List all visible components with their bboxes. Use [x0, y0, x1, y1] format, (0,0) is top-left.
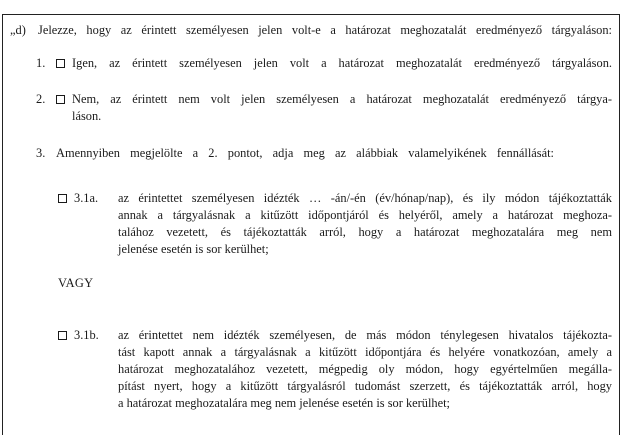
option-2-number: 2. — [36, 92, 46, 106]
option-3-1b-label: 3.1b. — [74, 328, 99, 342]
section-d-prefix: „d) — [10, 23, 26, 37]
option-3-1a-line: talához vezetett, és tájékoztatták arról, hogy a határozat meghozatalára meg nem — [118, 225, 612, 239]
option-3-1a-label: 3.1a. — [74, 191, 99, 205]
option-3-1b-line: tást kapott annak a tárgyalásnak a kitűzött időpontjára és helyére vonatkozóan, amely a — [118, 345, 612, 359]
option-1-number: 1. — [36, 56, 46, 70]
option-1-checkbox[interactable] — [56, 59, 65, 68]
or-separator: VAGY — [58, 276, 94, 290]
option-1-text: Igen, az érintett személyesen jelen volt a határozat meghozatalát eredményező tárgyaláson. — [72, 56, 612, 70]
section-d-question: Jelezze, hogy az érintett személyesen jelen volt-e a határozat meghozatalát eredményező tárgyaláson: — [38, 23, 612, 37]
option-2-checkbox[interactable] — [56, 95, 65, 104]
option-3-1b-line: határozat meghozatalához vezetett, mégpedig oly módon, hogy egyértelműen megálla- — [118, 362, 612, 376]
option-3-text: Amennyiben megjelölte a 2. pontot, adja meg az alábbiak valamelyikének fennállását: — [56, 146, 554, 160]
option-3-1b-checkbox[interactable] — [58, 331, 67, 340]
option-3-1b-line: pítást nyert, hogy a kitűzött tárgyalásról tudomást szerzett, és tájékoztatták arról, hogy — [118, 379, 612, 393]
option-3-1b-line: az érintettet nem idézték személyesen, de más módon ténylegesen hivatalos tájékozta- — [118, 328, 612, 342]
option-3-1a-line: jelenése esetén is sor kerülhet; — [118, 242, 269, 256]
option-3-1a-line: annak a tárgyalásnak a kitűzött időpontjáról és helyéről, amely a határozat meghoza- — [118, 208, 612, 222]
option-3-1a-line: az érintettet személyesen idézték … -án/-én (év/hónap/nap), és ily módon tájékoztatták — [118, 191, 612, 205]
option-3-1b-line: a határozat meghozatalára meg nem jelenése esetén is sor kerülhet; — [118, 396, 450, 410]
option-3-1a-checkbox[interactable] — [58, 194, 67, 203]
option-3-number: 3. — [36, 146, 46, 160]
option-2-text-line: láson. — [72, 109, 102, 123]
option-2-text-line: Nem, az érintett nem volt jelen személyesen a határozat meghozatalát eredményező tárgya- — [72, 92, 612, 106]
